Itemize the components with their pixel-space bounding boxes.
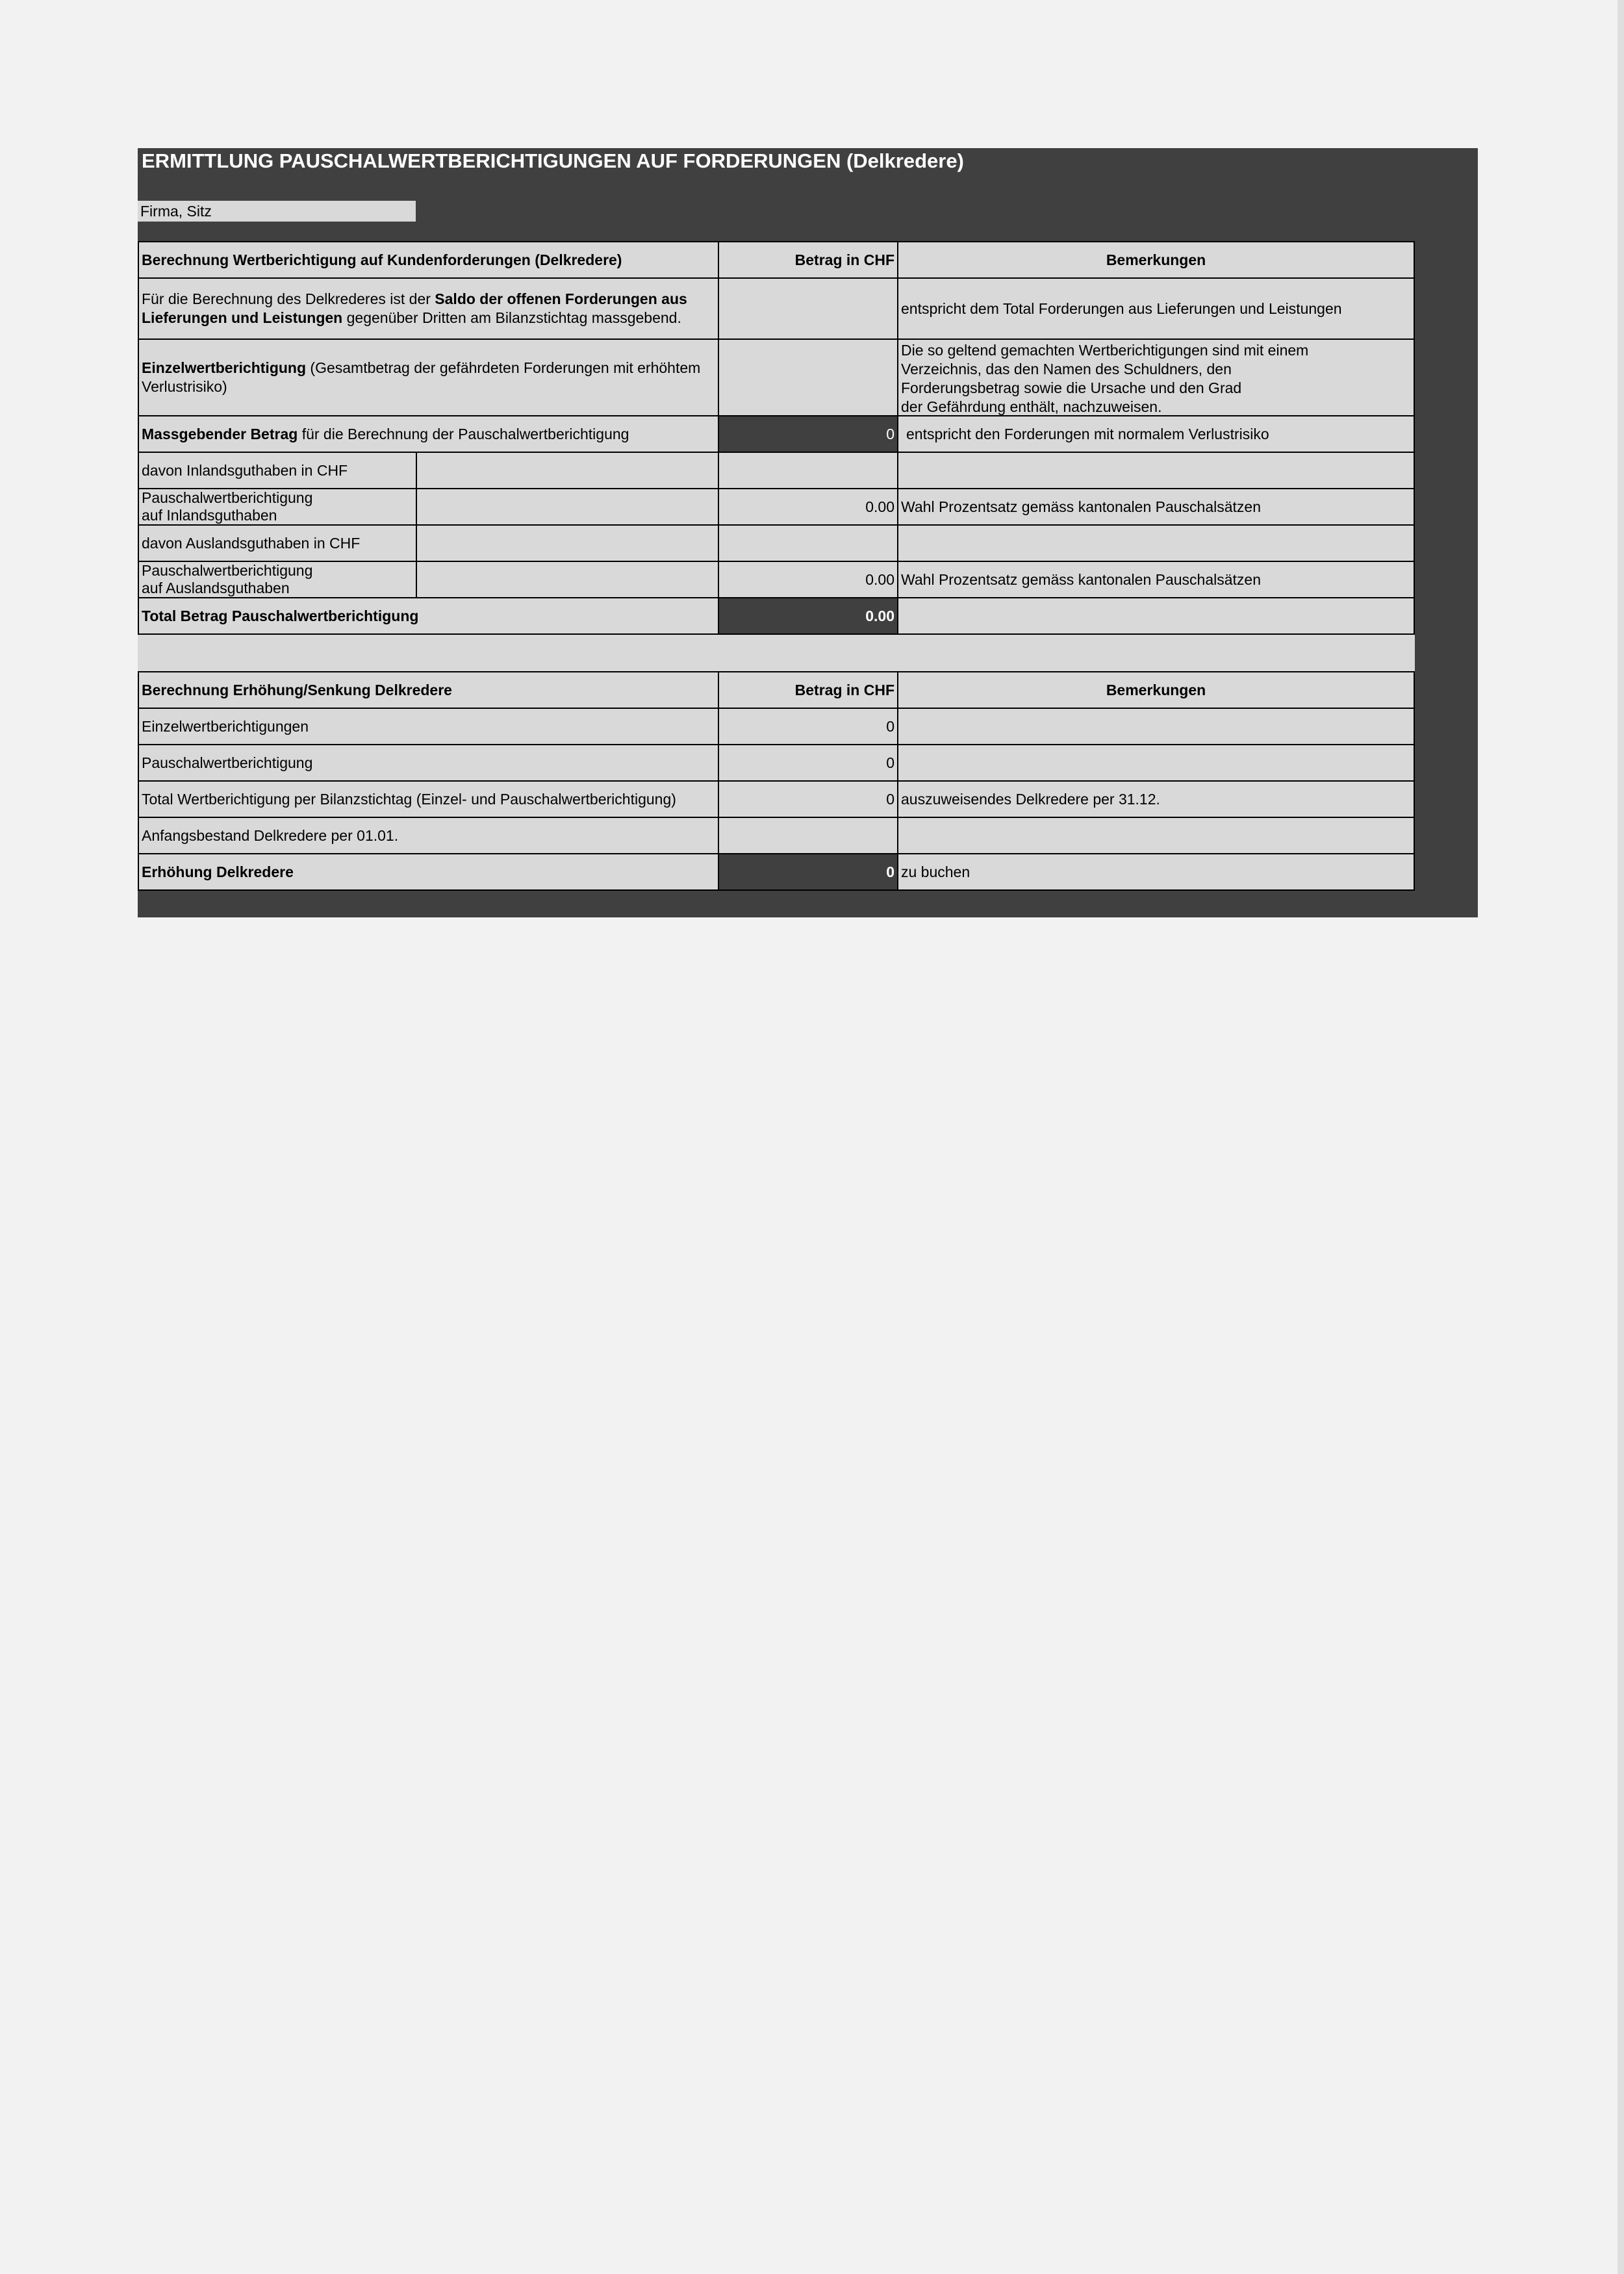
section-spacer <box>138 635 1415 671</box>
section1-remarks-header: Bemerkungen <box>897 241 1415 279</box>
massgebend-remark <box>897 415 1415 453</box>
section2-remarks-header: Bemerkungen <box>897 671 1415 709</box>
saldo-text-post: gegenüber Dritten am Bilanzstichtag massgebend. <box>342 309 681 326</box>
anfangsbestand-input[interactable] <box>718 817 898 854</box>
erhoehung-label: Erhöhung Delkredere <box>138 853 719 891</box>
massgebend-label-bold: Massgebender Betrag <box>142 425 298 442</box>
erhoehung-value: 0 <box>718 853 898 891</box>
einzel-remark-line: Forderungsbetrag sowie die Ursache und den Grad <box>901 379 1242 396</box>
s2-row-remark <box>897 708 1415 745</box>
einzel-label-cell <box>138 339 719 416</box>
einzel-remark <box>897 339 1415 416</box>
pwb-inland-label-line1: Pauschalwertberichtigung <box>142 489 313 506</box>
pwb-ausland-percent-select[interactable] <box>416 561 719 598</box>
inland-label: davon Inlandsguthaben in CHF <box>138 452 417 489</box>
section1-heading: Berechnung Wertberichtigung auf Kundenforderungen (Delkredere) <box>138 241 719 279</box>
saldo-label-cell <box>138 277 719 340</box>
inland-input[interactable] <box>416 452 719 489</box>
s2-row-remark <box>897 744 1415 782</box>
pwb-inland-label <box>138 488 417 526</box>
s2-row-label: Einzelwertberichtigungen <box>138 708 719 745</box>
s2-row-label: Anfangsbestand Delkredere per 01.01. <box>138 817 719 854</box>
pwb-ausland-label <box>138 561 417 598</box>
s2-row-label: Pauschalwertberichtigung <box>138 744 719 782</box>
ausland-amount <box>718 524 898 562</box>
pwb-ausland-label-line2: auf Auslandsguthaben <box>142 580 290 596</box>
ausland-remark <box>897 524 1415 562</box>
section2-heading: Berechnung Erhöhung/Senkung Delkredere <box>138 671 719 709</box>
section2-amount-header: Betrag in CHF <box>718 671 898 709</box>
s2-row-value: 0 <box>718 708 898 745</box>
pwb-ausland-value: 0.00 <box>718 561 898 598</box>
saldo-remark: entspricht dem Total Forderungen aus Lieferungen und Leistungen <box>897 277 1415 340</box>
einzel-remark-line: Die so geltend gemachten Wertberichtigungen sind mit einem <box>901 342 1309 359</box>
total-pwb-label: Total Betrag Pauschalwertberichtigung <box>138 597 719 635</box>
total-pwb-remark <box>897 597 1415 635</box>
s2-row-value: 0 <box>718 780 898 818</box>
pwb-ausland-remark: Wahl Prozentsatz gemäss kantonalen Pauschalsätzen <box>897 561 1415 598</box>
einzel-remark-line: Verzeichnis, das den Namen des Schuldners, den <box>901 361 1232 377</box>
section1-amount-header: Betrag in CHF <box>718 241 898 279</box>
saldo-text-bold: Saldo der offenen Forderungen aus Lieferungen und Leistungen <box>142 290 687 326</box>
s2-row-remark <box>897 817 1415 854</box>
ausland-label: davon Auslandsguthaben in CHF <box>138 524 417 562</box>
s2-row-remark: auszuweisendes Delkredere per 31.12. <box>897 780 1415 818</box>
einzel-label-rest: (Gesamtbetrag der gefährdeten Forderungen mit erhöhtem Verlustrisiko) <box>142 359 701 395</box>
massgebend-label-rest: für die Berechnung der Pauschalwertberichtigung <box>298 425 629 442</box>
pwb-inland-value: 0.00 <box>718 488 898 526</box>
inland-remark <box>897 452 1415 489</box>
massgebend-value: 0 <box>718 415 898 453</box>
saldo-text-pre: Für die Berechnung des Delkrederes ist der <box>142 290 435 307</box>
total-pwb-value: 0.00 <box>718 597 898 635</box>
massgebend-label-cell <box>138 415 719 453</box>
saldo-amount-input[interactable] <box>718 277 898 340</box>
erhoehung-remark: zu buchen <box>897 853 1415 891</box>
pwb-ausland-label-line1: Pauschalwertberichtigung <box>142 562 313 579</box>
page-edge <box>1618 0 1624 2274</box>
pwb-inland-percent-select[interactable] <box>416 488 719 526</box>
s2-row-label: Total Wertberichtigung per Bilanzstichtag (Einzel- und Pauschalwertberichtigung) <box>138 780 719 818</box>
pwb-inland-label-line2: auf Inlandsguthaben <box>142 507 277 524</box>
inland-amount <box>718 452 898 489</box>
ausland-input[interactable] <box>416 524 719 562</box>
einzel-amount-input[interactable] <box>718 339 898 416</box>
einzel-label-bold: Einzelwertberichtigung <box>142 359 307 376</box>
s2-row-value: 0 <box>718 744 898 782</box>
firma-field[interactable]: Firma, Sitz <box>138 201 416 222</box>
einzel-remark-line: der Gefährdung enthält, nachzuweisen. <box>901 398 1162 415</box>
massgebend-remark-text: entspricht den Forderungen mit normalem Verlustrisiko <box>906 425 1269 442</box>
pwb-inland-remark: Wahl Prozentsatz gemäss kantonalen Pauschalsätzen <box>897 488 1415 526</box>
page-title: ERMITTLUNG PAUSCHALWERTBERICHTIGUNGEN AUF FORDERUNGEN (Delkredere) <box>142 149 964 172</box>
